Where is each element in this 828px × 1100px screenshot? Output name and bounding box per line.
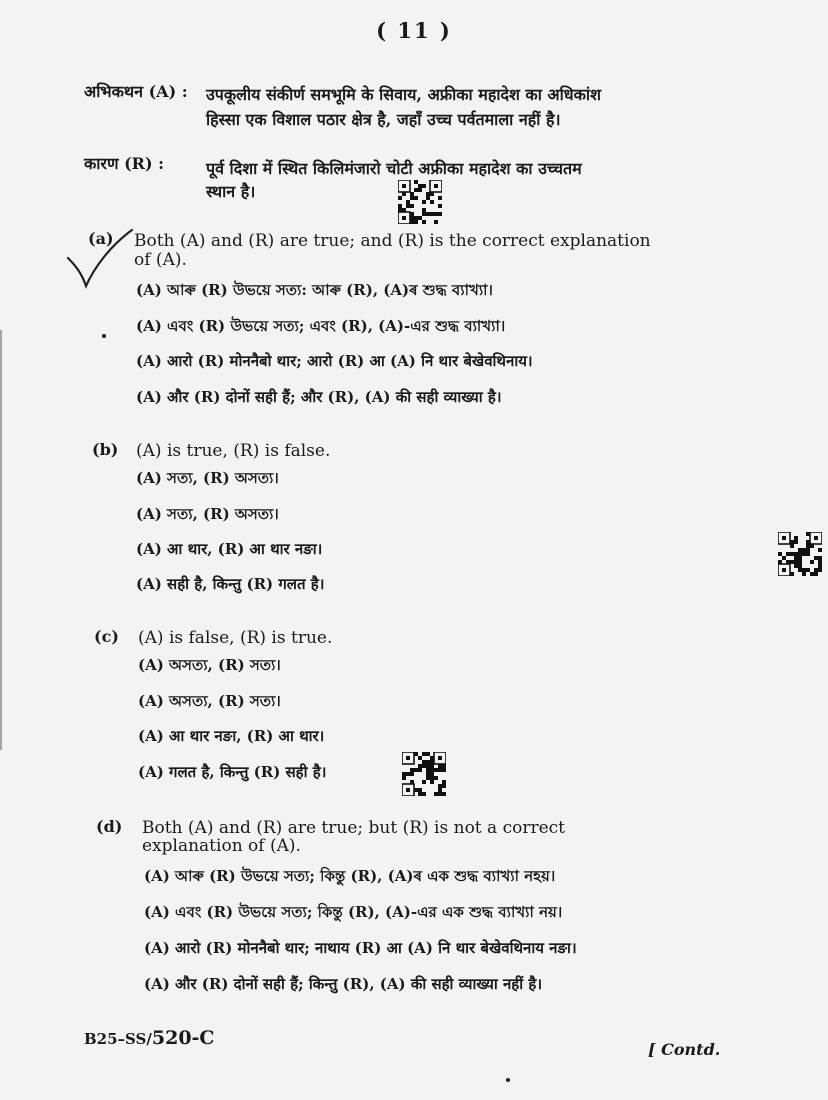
reason-line-2: स्थान है।: [206, 182, 256, 201]
option-b-english: (A) is true, (R) is false.: [136, 441, 331, 461]
option-b-bodo: (A) आ थार, (R) आ थार नङा।: [136, 540, 323, 558]
checkmark-icon: [66, 228, 136, 294]
option-a-hindi: (A) और (R) दोनों सही हैं; और (R), (A) की सही व्याख्या है।: [136, 388, 502, 406]
assertion-line-1: उपकूलीय संकीर्ण समभूमि के सिवाय, अफ्रीका महादेश का अधिकांश: [206, 85, 601, 104]
option-b-label: (b): [92, 440, 119, 459]
option-b-bengali: (A) সত্য, (R) অসত্য।: [136, 505, 279, 523]
option-a-label: (a): [88, 229, 114, 248]
option-a-english-2: of (A).: [134, 250, 187, 270]
option-c-hindi: (A) गलत है, किन्तु (R) सही है।: [138, 763, 327, 781]
option-b-assamese: (A) সত্য, (R) অসত্য।: [136, 469, 279, 487]
qr-code-icon: [778, 532, 822, 576]
option-d-bodo: (A) आरो (R) मोननैबो थार; नाथाय (R) आ (A) नि थार बेखेवथिनाय नङा।: [144, 939, 577, 957]
option-c-bodo: (A) आ थार नङा, (R) आ थार।: [138, 727, 325, 745]
option-d-assamese: (A) আৰু (R) উভয়ে সত্য; কিন্তু (R), (A)ৰ এক শুদ্ধ ব্যাখ্যা নহয়।: [144, 867, 556, 885]
page-number: ( 11 ): [376, 18, 452, 43]
paper-code: [84, 1027, 215, 1049]
ink-dot: [506, 1078, 510, 1082]
option-d-hindi: (A) और (R) दोनों सही हैं; किन्तु (R), (A) की सही व्याख्या नहीं है।: [144, 975, 542, 993]
option-c-label: (c): [94, 627, 119, 646]
margin-line: [0, 330, 2, 750]
qr-code-icon: [402, 752, 446, 796]
option-a-bengali: (A) এবং (R) উভয়ে সত্য; এবং (R), (A)-এর শুদ্ধ ব্যাখ্যা।: [136, 317, 506, 335]
option-c-assamese: (A) অসত্য, (R) সত্য।: [138, 656, 281, 674]
reason-label: कारण (R) :: [84, 154, 165, 173]
option-d-english-1: Both (A) and (R) are true; but (R) is not a correct: [142, 818, 565, 838]
option-a-assamese: (A) আৰু (R) উভয়ে সত্য: আৰু (R), (A)ৰ শুদ্ধ ব্যাখ্যা।: [136, 281, 493, 299]
reason-line-1: पूर्व दिशा में स्थित किलिमंजारो चोटी अफ्रीका महादेश का उच्चतम: [206, 159, 582, 178]
option-d-english-2: explanation of (A).: [142, 836, 301, 856]
option-d-bengali: (A) এবং (R) উভয়ে সত্য; কিন্তু (R), (A)-এর এক শুদ্ধ ব্যাখ্যা নয়।: [144, 903, 563, 921]
ink-dot: [102, 334, 106, 338]
continued-label: [ Contd.: [648, 1040, 721, 1059]
option-a-bodo: (A) आरो (R) मोननैबो थार; आरो (R) आ (A) नि थार बेखेवथिनाय।: [136, 352, 533, 370]
option-b-hindi: (A) सही है, किन्तु (R) गलत है।: [136, 575, 325, 593]
option-a-english-1: Both (A) and (R) are true; and (R) is the correct explanation: [134, 231, 651, 251]
qr-code-icon: [398, 180, 442, 224]
option-d-label: (d): [96, 817, 123, 836]
paper-code-suffix: 520-C: [151, 1027, 215, 1049]
paper-code-prefix: B25–SS/: [84, 1030, 152, 1048]
assertion-line-2: हिस्सा एक विशाल पठार क्षेत्र है, जहाँ उच्च पर्वतमाला नहीं है।: [206, 110, 561, 129]
option-c-bengali: (A) অসত্য, (R) সত্য।: [138, 692, 281, 710]
option-c-english: (A) is false, (R) is true.: [138, 628, 333, 648]
assertion-label: अभिकथन (A) :: [84, 82, 188, 101]
